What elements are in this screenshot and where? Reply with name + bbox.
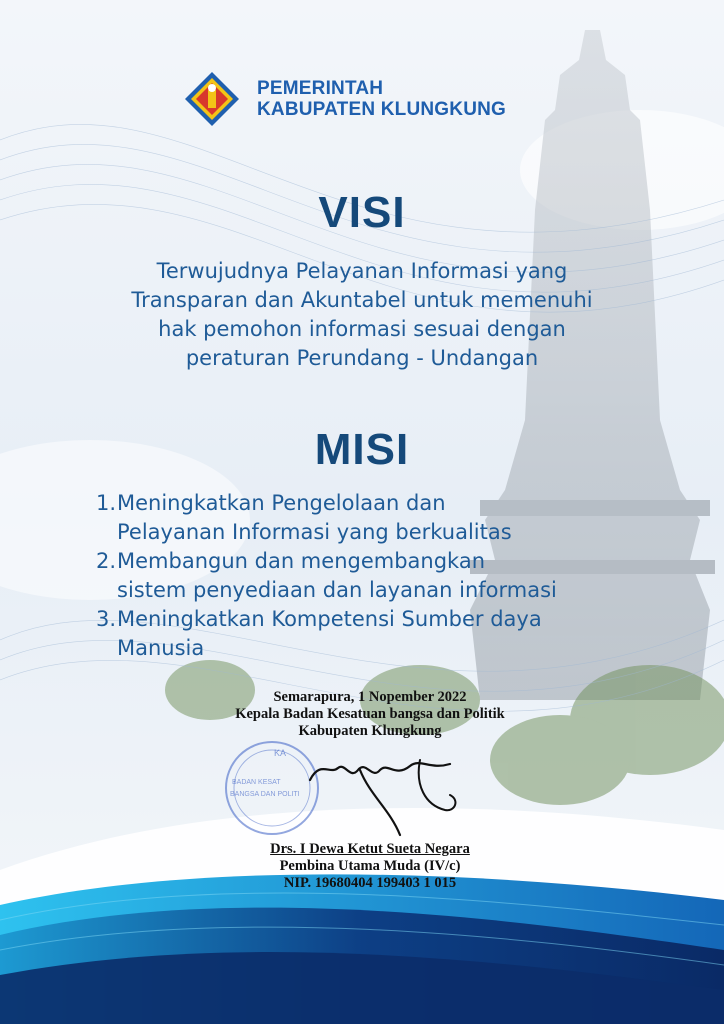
misi-line: Pelayanan Informasi yang berkualitas — [117, 520, 512, 544]
misi-line: Meningkatkan Kompetensi Sumber daya — [117, 607, 542, 631]
visi-line: peraturan Perundang - Undangan — [185, 346, 539, 370]
stamp-text-3: BANGSA DAN POLITI — [230, 791, 300, 798]
header-title — [257, 78, 506, 120]
header-line-1: PEMERINTAH — [257, 78, 384, 99]
stamp-text-2: BADAN KESAT — [232, 779, 281, 786]
handwritten-signature — [300, 740, 470, 840]
visi-line: Terwujudnya Pelayanan Informasi yang — [156, 259, 568, 283]
official-position-line-1: Kepala Badan Kesatuan bangsa dan Politik — [235, 706, 505, 722]
misi-line: Membangun dan mengembangkan — [117, 549, 486, 573]
misi-title: MISI — [314, 425, 410, 474]
signatory-details — [150, 841, 590, 892]
misi-number: 1. — [95, 491, 116, 515]
misi-item-2 — [90, 547, 710, 605]
page-header — [183, 70, 506, 128]
misi-line: Manusia — [117, 636, 205, 660]
visi-title: VISI — [318, 188, 406, 237]
misi-text — [117, 547, 710, 605]
signatory-rank: Pembina Utama Muda (IV/c) — [279, 858, 461, 874]
misi-text — [117, 605, 710, 663]
misi-line: sistem penyediaan dan layanan informasi — [117, 578, 557, 602]
signature-header — [150, 689, 590, 740]
signatory-name: Drs. I Dewa Ketut Sueta Negara — [270, 841, 470, 857]
misi-number: 3. — [95, 607, 116, 631]
misi-item-3 — [90, 605, 710, 663]
misi-item-1 — [90, 489, 710, 547]
visi-line: hak pemohon informasi sesuai dengan — [158, 317, 566, 341]
misi-line: Meningkatkan Pengelolaan dan — [117, 491, 446, 515]
misi-list — [90, 489, 710, 663]
stamp-text-1: KA — [274, 748, 287, 758]
official-position-line-2: Kabupaten Klungkung — [298, 723, 442, 739]
visi-statement — [60, 257, 664, 373]
misi-text — [117, 489, 710, 547]
klungkung-emblem-icon — [183, 70, 241, 128]
misi-number: 2. — [95, 549, 116, 573]
signatory-nip: NIP. 19680404 199403 1 015 — [283, 875, 457, 891]
header-line-2: KABUPATEN KLUNGKUNG — [257, 99, 507, 120]
visi-line: Transparan dan Akuntabel untuk memenuhi — [131, 288, 593, 312]
place-date: Semarapura, 1 Nopember 2022 — [273, 689, 467, 705]
